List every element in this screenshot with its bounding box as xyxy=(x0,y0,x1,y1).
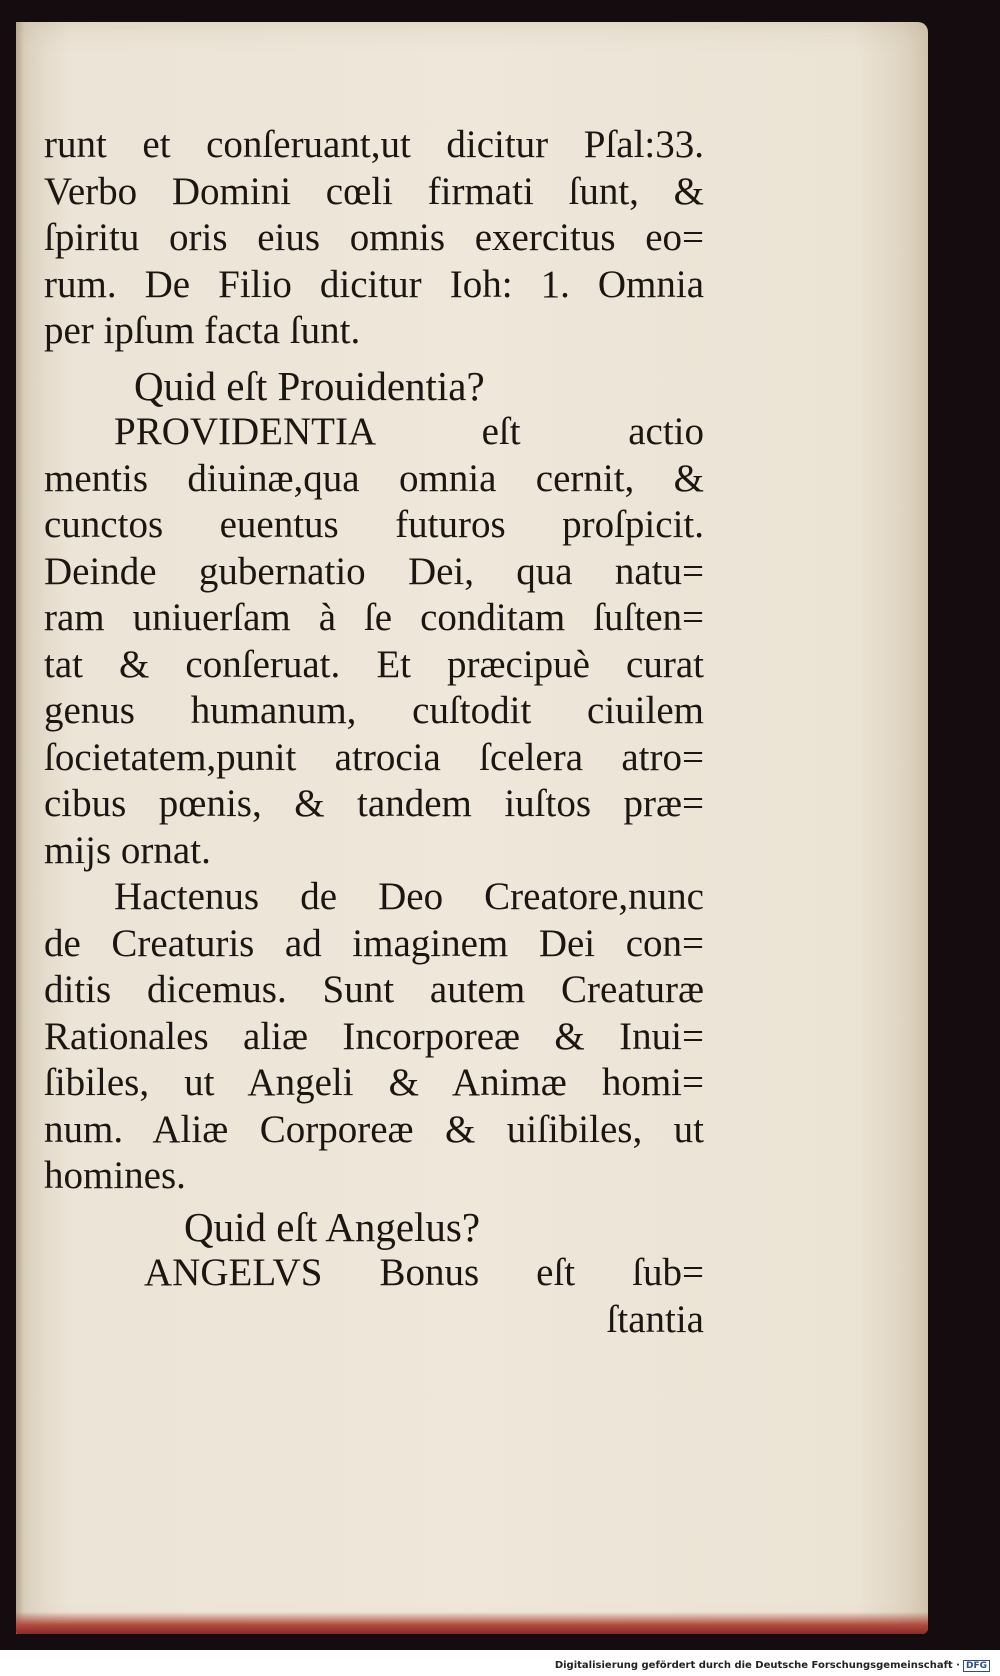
page-text xyxy=(44,122,704,1343)
text-line: rum. De Filio dicitur Ioh: 1. Omnia xyxy=(44,262,704,306)
heading-angelus: Quid eſt Angelus? xyxy=(184,1203,481,1250)
text-line: Hactenus de Deo Creatore,nunc xyxy=(114,875,704,918)
text-line: Rationales aliæ Incorporeæ & Inui= xyxy=(44,1014,704,1058)
text-line: runt et conſeruant,ut dicitur Pſal:33. xyxy=(44,123,704,166)
text-line: homines. xyxy=(44,1154,186,1197)
text-line: ſpiritu oris eius omnis exercitus eo= xyxy=(44,216,704,259)
providentia-first-line: PROVIDENTIA eſt actio xyxy=(114,410,704,453)
text-line: num. Aliæ Corporeæ & uiſibiles, ut xyxy=(44,1107,704,1151)
book-page xyxy=(16,22,928,1634)
text-line: cunctos euentus futuros proſpicit. xyxy=(44,503,704,546)
text-line: Verbo Domini cœli firmati ſunt, & xyxy=(44,169,704,213)
text-line: ſocietatem,punit atrocia ſcelera atro= xyxy=(44,735,704,779)
text-line: Deinde gubernatio Dei, qua natu= xyxy=(44,549,704,593)
page-bottom-edge xyxy=(16,1612,928,1634)
page-gutter-shadow xyxy=(16,22,24,1634)
text-line: de Creaturis ad imaginem Dei con= xyxy=(44,921,704,965)
text-line: mentis diuinæ,qua omnia cernit, & xyxy=(44,456,704,500)
text-line: genus humanum, cuſtodit ciuilem xyxy=(44,689,704,732)
text-line: cibus pœnis, & tandem iuſtos præ= xyxy=(44,782,704,825)
catchword: ſtantia xyxy=(606,1297,704,1341)
text-line: per ipſum facta ſunt. xyxy=(44,309,361,352)
text-line: ram uniuerſam à ſe conditam ſuſten= xyxy=(44,596,704,639)
digitization-credit xyxy=(555,1660,990,1672)
heading-providentia: Quid eſt Prouidentia? xyxy=(134,362,485,409)
dfg-logo: DFG xyxy=(963,1660,990,1672)
text-line: tat & conſeruat. Et præcipuè curat xyxy=(44,642,704,686)
text-line: ANGELVS Bonus eſt ſub= xyxy=(144,1251,704,1294)
text-line: ſibiles, ut Angeli & Animæ homi= xyxy=(44,1061,704,1104)
text-line: mijs ornat. xyxy=(44,828,211,872)
text-line: ditis dicemus. Sunt autem Creaturæ xyxy=(44,968,704,1011)
credit-text: Digitalisierung gefördert durch die Deutsche Forschungsgemeinschaft · xyxy=(554,1660,960,1671)
text-line xyxy=(44,409,704,456)
